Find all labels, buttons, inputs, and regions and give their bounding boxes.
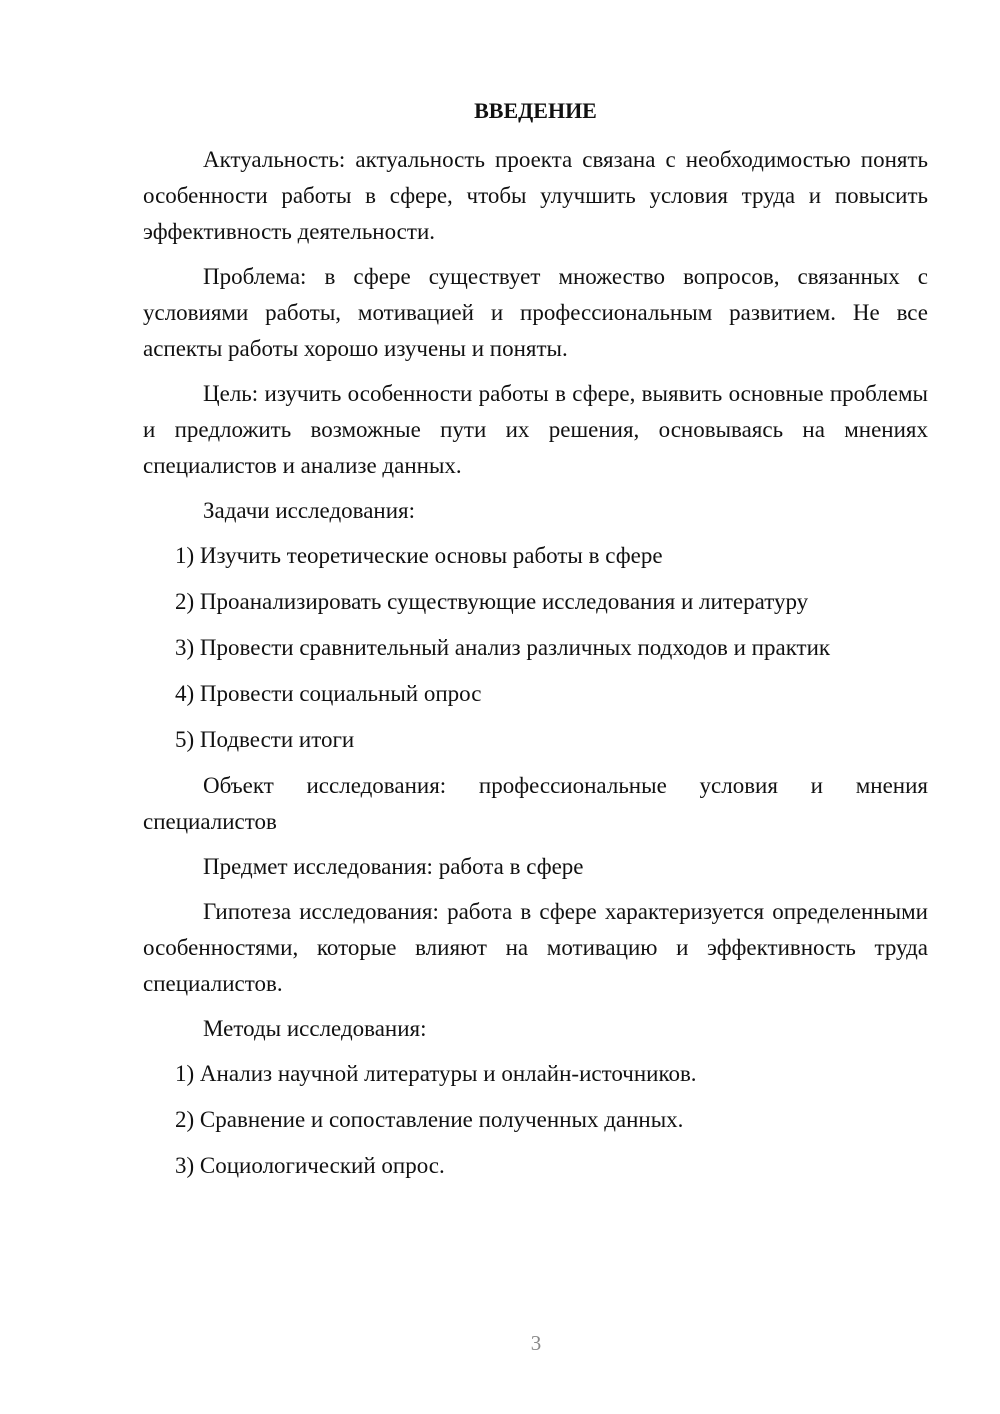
task-item: 1) Изучить теоретические основы работы в сфере <box>175 543 663 568</box>
method-item: 2) Сравнение и сопоставление полученных данных. <box>175 1107 684 1132</box>
task-item: 4) Провести социальный опрос <box>175 681 482 706</box>
methods-list <box>143 1056 928 1184</box>
page-number: 3 <box>530 1331 542 1355</box>
page-content <box>143 93 928 1194</box>
subject-paragraph: Предмет исследования: работа в сфере <box>203 854 584 879</box>
object-paragraph: Объект исследования: профессиональные условия и мнения специалистов <box>143 773 928 834</box>
tasks-heading: Задачи исследования: <box>203 498 416 523</box>
task-item: 3) Провести сравнительный анализ различных подходов и практик <box>175 635 831 660</box>
task-item: 5) Подвести итоги <box>175 727 355 752</box>
relevance-paragraph: Актуальность: актуальность проекта связана с необходимостью понять особенности работы в сфере, чтобы улучшить условия труда и повысить эффективность деятельности. <box>143 147 928 244</box>
section-title: ВВЕДЕНИЕ <box>474 98 597 123</box>
tasks-list <box>143 538 928 758</box>
goal-paragraph: Цель: изучить особенности работы в сфере, выявить основные проблемы и предложить возможные пути их решения, основываясь на мнениях специалистов и анализе данных. <box>143 381 928 478</box>
problem-paragraph: Проблема: в сфере существует множество вопросов, связанных с условиями работы, мотивацией и профессиональным развитием. Не все аспекты работы хорошо изучены и поняты. <box>143 264 928 361</box>
methods-heading: Методы исследования: <box>203 1016 427 1041</box>
task-item: 2) Проанализировать существующие исследования и литературу <box>175 589 809 614</box>
hypothesis-paragraph: Гипотеза исследования: работа в сфере характеризуется определенными особенностями, которые влияют на мотивацию и эффективность труда специалистов. <box>143 899 928 996</box>
method-item: 3) Социологический опрос. <box>175 1153 445 1178</box>
method-item: 1) Анализ научной литературы и онлайн-источников. <box>175 1061 697 1086</box>
